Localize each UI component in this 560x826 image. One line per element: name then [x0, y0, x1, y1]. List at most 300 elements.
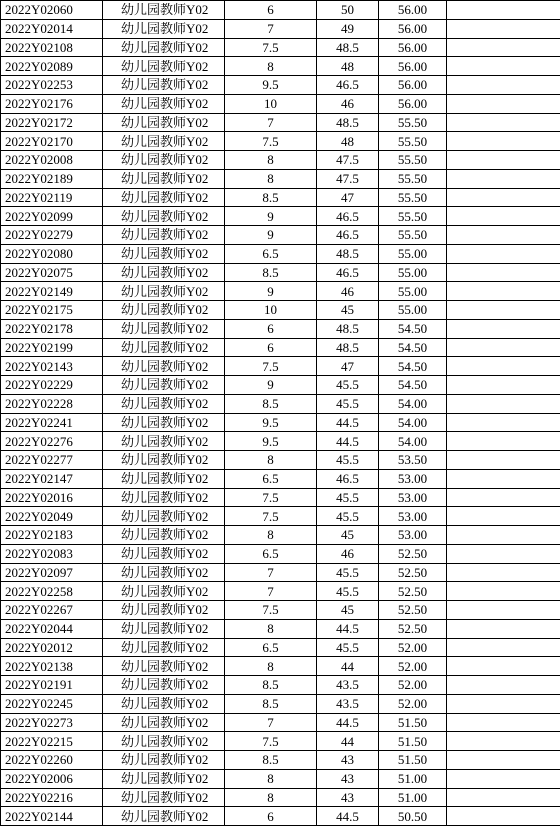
score-a-cell: 6 — [225, 807, 317, 826]
total-score-cell: 51.50 — [379, 751, 447, 770]
remark-cell — [447, 544, 560, 563]
score-a-cell: 7 — [225, 113, 317, 132]
total-score-cell: 52.00 — [379, 638, 447, 657]
remark-cell — [447, 226, 560, 245]
position-cell: 幼儿园教师Y02 — [103, 488, 225, 507]
position-cell: 幼儿园教师Y02 — [103, 694, 225, 713]
candidate-id-cell: 2022Y02183 — [1, 526, 103, 545]
score-b-cell: 49 — [317, 19, 379, 38]
score-b-cell: 45.5 — [317, 638, 379, 657]
position-cell: 幼儿园教师Y02 — [103, 169, 225, 188]
total-score-cell: 51.00 — [379, 788, 447, 807]
score-a-cell: 9.5 — [225, 413, 317, 432]
table-row — [1, 563, 560, 582]
score-a-cell: 7 — [225, 19, 317, 38]
remark-cell — [447, 94, 560, 113]
position-cell: 幼儿园教师Y02 — [103, 207, 225, 226]
position-cell: 幼儿园教师Y02 — [103, 676, 225, 695]
table-row — [1, 57, 560, 76]
candidate-id-cell: 2022Y02258 — [1, 582, 103, 601]
score-a-cell: 6.5 — [225, 469, 317, 488]
score-b-cell: 43.5 — [317, 694, 379, 713]
remark-cell — [447, 38, 560, 57]
score-b-cell: 44 — [317, 732, 379, 751]
score-b-cell: 47.5 — [317, 169, 379, 188]
total-score-cell: 51.50 — [379, 732, 447, 751]
position-cell: 幼儿园教师Y02 — [103, 657, 225, 676]
remark-cell — [447, 376, 560, 395]
remark-cell — [447, 207, 560, 226]
position-cell: 幼儿园教师Y02 — [103, 582, 225, 601]
candidate-id-cell: 2022Y02008 — [1, 151, 103, 170]
candidate-id-cell: 2022Y02260 — [1, 751, 103, 770]
candidate-id-cell: 2022Y02014 — [1, 19, 103, 38]
score-b-cell: 46 — [317, 94, 379, 113]
score-b-cell: 44.5 — [317, 432, 379, 451]
remark-cell — [447, 394, 560, 413]
score-a-cell: 7 — [225, 582, 317, 601]
score-a-cell: 8 — [225, 619, 317, 638]
score-b-cell: 45.5 — [317, 507, 379, 526]
position-cell: 幼儿园教师Y02 — [103, 507, 225, 526]
table-row — [1, 132, 560, 151]
total-score-cell: 55.50 — [379, 226, 447, 245]
remark-cell — [447, 788, 560, 807]
score-b-cell: 44.5 — [317, 413, 379, 432]
table-row — [1, 113, 560, 132]
table-row — [1, 619, 560, 638]
score-a-cell: 9 — [225, 226, 317, 245]
table-row — [1, 732, 560, 751]
score-b-cell: 48.5 — [317, 338, 379, 357]
score-a-cell: 6.5 — [225, 638, 317, 657]
remark-cell — [447, 319, 560, 338]
score-b-cell: 46.5 — [317, 263, 379, 282]
candidate-id-cell: 2022Y02149 — [1, 282, 103, 301]
remark-cell — [447, 301, 560, 320]
position-cell: 幼儿园教师Y02 — [103, 469, 225, 488]
position-cell: 幼儿园教师Y02 — [103, 788, 225, 807]
candidate-id-cell: 2022Y02276 — [1, 432, 103, 451]
candidate-id-cell: 2022Y02253 — [1, 76, 103, 95]
table-row — [1, 657, 560, 676]
position-cell: 幼儿园教师Y02 — [103, 526, 225, 545]
total-score-cell: 55.00 — [379, 282, 447, 301]
total-score-cell: 52.50 — [379, 563, 447, 582]
candidate-id-cell: 2022Y02279 — [1, 226, 103, 245]
candidate-id-cell: 2022Y02049 — [1, 507, 103, 526]
score-b-cell: 47.5 — [317, 151, 379, 170]
remark-cell — [447, 169, 560, 188]
score-b-cell: 46.5 — [317, 226, 379, 245]
score-a-cell: 8.5 — [225, 694, 317, 713]
candidate-id-cell: 2022Y02277 — [1, 451, 103, 470]
table-row — [1, 488, 560, 507]
score-a-cell: 7.5 — [225, 357, 317, 376]
remark-cell — [447, 469, 560, 488]
score-a-cell: 9.5 — [225, 76, 317, 95]
total-score-cell: 55.00 — [379, 244, 447, 263]
position-cell: 幼儿园教师Y02 — [103, 226, 225, 245]
score-b-cell: 45 — [317, 526, 379, 545]
score-b-cell: 50 — [317, 1, 379, 20]
table-row — [1, 301, 560, 320]
score-b-cell: 47 — [317, 357, 379, 376]
score-a-cell: 8.5 — [225, 676, 317, 695]
candidate-id-cell: 2022Y02199 — [1, 338, 103, 357]
candidate-id-cell: 2022Y02083 — [1, 544, 103, 563]
position-cell: 幼儿园教师Y02 — [103, 638, 225, 657]
position-cell: 幼儿园教师Y02 — [103, 563, 225, 582]
score-a-cell: 7 — [225, 713, 317, 732]
candidate-id-cell: 2022Y02245 — [1, 694, 103, 713]
score-a-cell: 8 — [225, 769, 317, 788]
total-score-cell: 52.50 — [379, 544, 447, 563]
table-row — [1, 244, 560, 263]
table-row — [1, 282, 560, 301]
remark-cell — [447, 751, 560, 770]
table-row — [1, 76, 560, 95]
candidate-id-cell: 2022Y02175 — [1, 301, 103, 320]
score-b-cell: 45.5 — [317, 582, 379, 601]
position-cell: 幼儿园教师Y02 — [103, 432, 225, 451]
table-row — [1, 226, 560, 245]
position-cell: 幼儿园教师Y02 — [103, 732, 225, 751]
position-cell: 幼儿园教师Y02 — [103, 619, 225, 638]
table-row — [1, 19, 560, 38]
position-cell: 幼儿园教师Y02 — [103, 151, 225, 170]
total-score-cell: 56.00 — [379, 76, 447, 95]
total-score-cell: 54.50 — [379, 376, 447, 395]
candidate-id-cell: 2022Y02006 — [1, 769, 103, 788]
position-cell: 幼儿园教师Y02 — [103, 113, 225, 132]
candidate-id-cell: 2022Y02273 — [1, 713, 103, 732]
table-row — [1, 788, 560, 807]
score-b-cell: 48.5 — [317, 38, 379, 57]
remark-cell — [447, 132, 560, 151]
candidate-id-cell: 2022Y02216 — [1, 788, 103, 807]
table-row — [1, 94, 560, 113]
candidate-id-cell: 2022Y02228 — [1, 394, 103, 413]
position-cell: 幼儿园教师Y02 — [103, 282, 225, 301]
remark-cell — [447, 113, 560, 132]
remark-cell — [447, 657, 560, 676]
total-score-cell: 55.50 — [379, 151, 447, 170]
score-b-cell: 48.5 — [317, 244, 379, 263]
score-b-cell: 45 — [317, 601, 379, 620]
score-b-cell: 46.5 — [317, 207, 379, 226]
score-b-cell: 43 — [317, 751, 379, 770]
table-row — [1, 151, 560, 170]
remark-cell — [447, 694, 560, 713]
score-b-cell: 48.5 — [317, 113, 379, 132]
total-score-cell: 55.50 — [379, 207, 447, 226]
candidate-id-cell: 2022Y02075 — [1, 263, 103, 282]
score-a-cell: 8 — [225, 788, 317, 807]
score-b-cell: 48 — [317, 57, 379, 76]
position-cell: 幼儿园教师Y02 — [103, 319, 225, 338]
total-score-cell: 56.00 — [379, 57, 447, 76]
score-b-cell: 44 — [317, 657, 379, 676]
score-b-cell: 44.5 — [317, 713, 379, 732]
remark-cell — [447, 263, 560, 282]
score-a-cell: 8 — [225, 57, 317, 76]
table-row — [1, 413, 560, 432]
score-b-cell: 46 — [317, 544, 379, 563]
table-row — [1, 751, 560, 770]
score-table-body — [1, 1, 560, 826]
candidate-id-cell: 2022Y02143 — [1, 357, 103, 376]
total-score-cell: 52.50 — [379, 601, 447, 620]
position-cell: 幼儿园教师Y02 — [103, 57, 225, 76]
total-score-cell: 56.00 — [379, 19, 447, 38]
table-row — [1, 1, 560, 20]
remark-cell — [447, 638, 560, 657]
remark-cell — [447, 619, 560, 638]
remark-cell — [447, 413, 560, 432]
candidate-id-cell: 2022Y02215 — [1, 732, 103, 751]
remark-cell — [447, 713, 560, 732]
candidate-id-cell: 2022Y02097 — [1, 563, 103, 582]
remark-cell — [447, 151, 560, 170]
total-score-cell: 50.50 — [379, 807, 447, 826]
candidate-id-cell: 2022Y02178 — [1, 319, 103, 338]
table-row — [1, 451, 560, 470]
table-row — [1, 638, 560, 657]
total-score-cell: 54.00 — [379, 394, 447, 413]
score-a-cell: 7.5 — [225, 732, 317, 751]
table-row — [1, 376, 560, 395]
score-a-cell: 10 — [225, 301, 317, 320]
total-score-cell: 56.00 — [379, 1, 447, 20]
table-row — [1, 769, 560, 788]
score-a-cell: 7.5 — [225, 507, 317, 526]
table-row — [1, 432, 560, 451]
total-score-cell: 55.00 — [379, 263, 447, 282]
total-score-cell: 55.50 — [379, 132, 447, 151]
position-cell: 幼儿园教师Y02 — [103, 263, 225, 282]
candidate-id-cell: 2022Y02060 — [1, 1, 103, 20]
score-b-cell: 45.5 — [317, 451, 379, 470]
score-a-cell: 8.5 — [225, 188, 317, 207]
remark-cell — [447, 432, 560, 451]
table-row — [1, 507, 560, 526]
candidate-id-cell: 2022Y02189 — [1, 169, 103, 188]
table-row — [1, 582, 560, 601]
score-b-cell: 43 — [317, 788, 379, 807]
total-score-cell: 53.50 — [379, 451, 447, 470]
score-a-cell: 7 — [225, 563, 317, 582]
remark-cell — [447, 282, 560, 301]
total-score-cell: 53.00 — [379, 507, 447, 526]
total-score-cell: 56.00 — [379, 38, 447, 57]
candidate-id-cell: 2022Y02191 — [1, 676, 103, 695]
total-score-cell: 54.50 — [379, 319, 447, 338]
table-row — [1, 676, 560, 695]
total-score-cell: 51.00 — [379, 769, 447, 788]
remark-cell — [447, 732, 560, 751]
total-score-cell: 55.50 — [379, 169, 447, 188]
remark-cell — [447, 526, 560, 545]
score-a-cell: 8.5 — [225, 263, 317, 282]
score-a-cell: 6 — [225, 319, 317, 338]
remark-cell — [447, 1, 560, 20]
total-score-cell: 52.00 — [379, 657, 447, 676]
candidate-id-cell: 2022Y02080 — [1, 244, 103, 263]
score-a-cell: 7.5 — [225, 488, 317, 507]
position-cell: 幼儿园教师Y02 — [103, 188, 225, 207]
table-row — [1, 357, 560, 376]
score-b-cell: 48 — [317, 132, 379, 151]
total-score-cell: 54.00 — [379, 413, 447, 432]
score-a-cell: 6.5 — [225, 244, 317, 263]
remark-cell — [447, 769, 560, 788]
remark-cell — [447, 582, 560, 601]
position-cell: 幼儿园教师Y02 — [103, 544, 225, 563]
score-b-cell: 43.5 — [317, 676, 379, 695]
total-score-cell: 55.50 — [379, 188, 447, 207]
score-a-cell: 8.5 — [225, 751, 317, 770]
candidate-id-cell: 2022Y02108 — [1, 38, 103, 57]
total-score-cell: 53.00 — [379, 469, 447, 488]
position-cell: 幼儿园教师Y02 — [103, 244, 225, 263]
candidate-id-cell: 2022Y02012 — [1, 638, 103, 657]
score-a-cell: 7.5 — [225, 38, 317, 57]
table-row — [1, 469, 560, 488]
score-b-cell: 47 — [317, 188, 379, 207]
remark-cell — [447, 244, 560, 263]
score-a-cell: 9 — [225, 282, 317, 301]
score-a-cell: 7.5 — [225, 601, 317, 620]
total-score-cell: 54.50 — [379, 338, 447, 357]
remark-cell — [447, 563, 560, 582]
score-a-cell: 9 — [225, 376, 317, 395]
position-cell: 幼儿园教师Y02 — [103, 94, 225, 113]
remark-cell — [447, 507, 560, 526]
score-b-cell: 43 — [317, 769, 379, 788]
total-score-cell: 52.00 — [379, 676, 447, 695]
table-row — [1, 394, 560, 413]
score-a-cell: 7.5 — [225, 132, 317, 151]
score-b-cell: 45.5 — [317, 376, 379, 395]
remark-cell — [447, 188, 560, 207]
score-b-cell: 45.5 — [317, 488, 379, 507]
position-cell: 幼儿园教师Y02 — [103, 394, 225, 413]
total-score-cell: 53.00 — [379, 488, 447, 507]
table-row — [1, 601, 560, 620]
position-cell: 幼儿园教师Y02 — [103, 413, 225, 432]
score-a-cell: 9 — [225, 207, 317, 226]
remark-cell — [447, 19, 560, 38]
remark-cell — [447, 357, 560, 376]
table-row — [1, 694, 560, 713]
score-b-cell: 45.5 — [317, 563, 379, 582]
score-a-cell: 10 — [225, 94, 317, 113]
total-score-cell: 54.50 — [379, 357, 447, 376]
remark-cell — [447, 451, 560, 470]
position-cell: 幼儿园教师Y02 — [103, 451, 225, 470]
remark-cell — [447, 601, 560, 620]
table-row — [1, 263, 560, 282]
table-row — [1, 319, 560, 338]
candidate-id-cell: 2022Y02241 — [1, 413, 103, 432]
table-row — [1, 526, 560, 545]
score-b-cell: 45.5 — [317, 394, 379, 413]
candidate-id-cell: 2022Y02147 — [1, 469, 103, 488]
position-cell: 幼儿园教师Y02 — [103, 751, 225, 770]
position-cell: 幼儿园教师Y02 — [103, 769, 225, 788]
remark-cell — [447, 488, 560, 507]
remark-cell — [447, 338, 560, 357]
candidate-id-cell: 2022Y02099 — [1, 207, 103, 226]
candidate-id-cell: 2022Y02119 — [1, 188, 103, 207]
candidate-id-cell: 2022Y02089 — [1, 57, 103, 76]
remark-cell — [447, 76, 560, 95]
remark-cell — [447, 57, 560, 76]
score-a-cell: 9.5 — [225, 432, 317, 451]
candidate-id-cell: 2022Y02044 — [1, 619, 103, 638]
position-cell: 幼儿园教师Y02 — [103, 713, 225, 732]
position-cell: 幼儿园教师Y02 — [103, 338, 225, 357]
score-b-cell: 48.5 — [317, 319, 379, 338]
total-score-cell: 55.50 — [379, 113, 447, 132]
score-b-cell: 45 — [317, 301, 379, 320]
total-score-cell: 52.50 — [379, 582, 447, 601]
score-b-cell: 46 — [317, 282, 379, 301]
candidate-id-cell: 2022Y02170 — [1, 132, 103, 151]
position-cell: 幼儿园教师Y02 — [103, 76, 225, 95]
candidate-id-cell: 2022Y02016 — [1, 488, 103, 507]
position-cell: 幼儿园教师Y02 — [103, 132, 225, 151]
score-a-cell: 6 — [225, 1, 317, 20]
table-row — [1, 169, 560, 188]
score-a-cell: 8 — [225, 169, 317, 188]
table-row — [1, 713, 560, 732]
score-a-cell: 8 — [225, 657, 317, 676]
total-score-cell: 55.00 — [379, 301, 447, 320]
score-a-cell: 8 — [225, 526, 317, 545]
score-b-cell: 44.5 — [317, 619, 379, 638]
score-a-cell: 6 — [225, 338, 317, 357]
candidate-id-cell: 2022Y02172 — [1, 113, 103, 132]
position-cell: 幼儿园教师Y02 — [103, 601, 225, 620]
total-score-cell: 56.00 — [379, 94, 447, 113]
candidate-id-cell: 2022Y02229 — [1, 376, 103, 395]
position-cell: 幼儿园教师Y02 — [103, 357, 225, 376]
total-score-cell: 53.00 — [379, 526, 447, 545]
position-cell: 幼儿园教师Y02 — [103, 19, 225, 38]
position-cell: 幼儿园教师Y02 — [103, 301, 225, 320]
position-cell: 幼儿园教师Y02 — [103, 376, 225, 395]
table-row — [1, 544, 560, 563]
score-b-cell: 46.5 — [317, 76, 379, 95]
position-cell: 幼儿园教师Y02 — [103, 1, 225, 20]
table-row — [1, 38, 560, 57]
position-cell: 幼儿园教师Y02 — [103, 807, 225, 826]
table-row — [1, 338, 560, 357]
score-b-cell: 44.5 — [317, 807, 379, 826]
candidate-id-cell: 2022Y02144 — [1, 807, 103, 826]
total-score-cell: 52.00 — [379, 694, 447, 713]
score-b-cell: 46.5 — [317, 469, 379, 488]
score-a-cell: 6.5 — [225, 544, 317, 563]
total-score-cell: 52.50 — [379, 619, 447, 638]
table-row — [1, 188, 560, 207]
remark-cell — [447, 676, 560, 695]
candidate-id-cell: 2022Y02176 — [1, 94, 103, 113]
score-a-cell: 8 — [225, 451, 317, 470]
position-cell: 幼儿园教师Y02 — [103, 38, 225, 57]
